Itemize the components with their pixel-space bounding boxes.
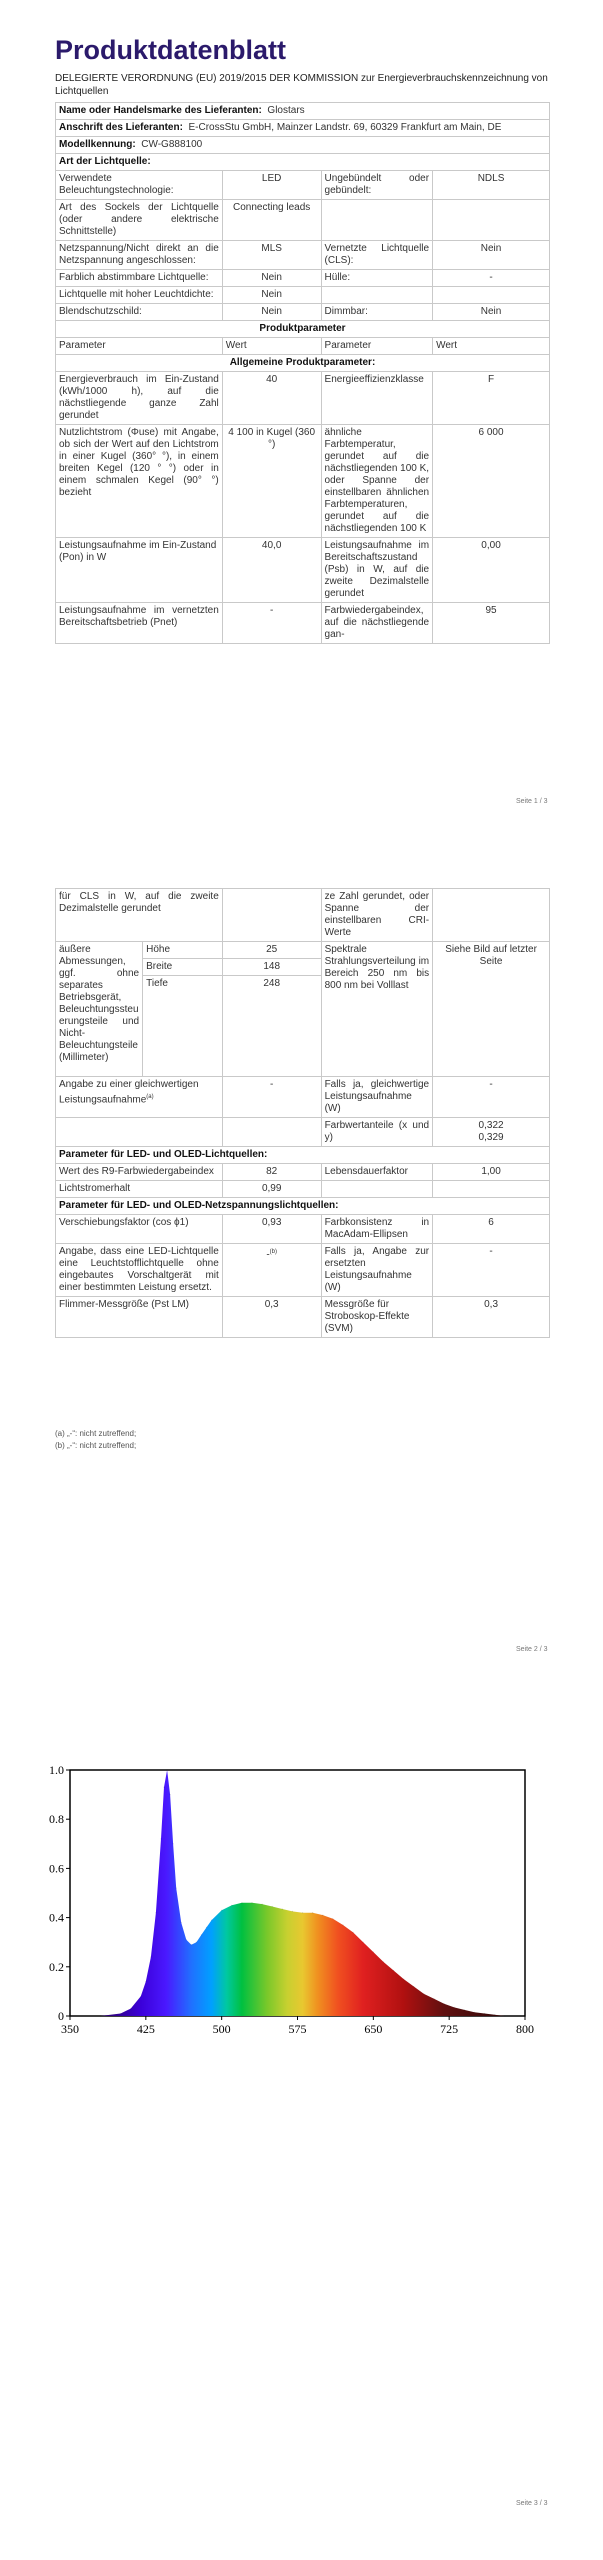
x-tick-label: 350 bbox=[61, 2022, 79, 2036]
spectrum-point bbox=[444, 2003, 445, 2004]
spectrum-point bbox=[272, 1906, 273, 1907]
ls-value: Nein bbox=[433, 241, 550, 270]
spectrum-point bbox=[167, 1769, 168, 1770]
x-tick-label: 500 bbox=[212, 2022, 231, 2036]
chroma-y: 0,329 bbox=[478, 1132, 504, 1143]
spectrum-point bbox=[312, 1912, 313, 1913]
empty-cell bbox=[433, 1181, 550, 1198]
footnote-b: (b) „-“: nicht zutreffend; bbox=[55, 1441, 137, 1450]
ls-label: Verwendete Beleuchtungstechnologie: bbox=[56, 171, 223, 200]
mains-heading-row bbox=[56, 1198, 550, 1215]
table-row bbox=[56, 200, 550, 241]
spectrum-area bbox=[100, 1770, 505, 2016]
width-value: 148 bbox=[222, 959, 321, 976]
spectrum-point bbox=[176, 1888, 177, 1889]
r9-label: Wert des R9-Farbwiedergabeindex bbox=[56, 1164, 223, 1181]
dims-label: äußere Abmessungen, ggf. ohne separates Betriebsgerät, Beleuchtungssteuerungsteile und Nicht-Beleuchtungsteile (Millimeter) bbox=[56, 942, 143, 1077]
col-header-param: Parameter bbox=[56, 338, 223, 355]
page-footer: Seite 2 / 3 bbox=[516, 1646, 548, 1653]
spectrum-point bbox=[163, 1787, 164, 1788]
depth-value: 248 bbox=[222, 976, 321, 1077]
chroma-value bbox=[433, 1118, 550, 1147]
width-label: Breite bbox=[143, 959, 223, 976]
table-row bbox=[56, 1118, 550, 1147]
equiv2-value: - bbox=[433, 1077, 550, 1118]
spectrum-point bbox=[201, 1934, 202, 1935]
spectrum-point bbox=[211, 1920, 212, 1921]
y-tick-label: 0.2 bbox=[49, 1959, 64, 1974]
spectrum-point bbox=[413, 1986, 414, 1987]
x-tick-label: 425 bbox=[136, 2022, 155, 2036]
spectrum-point bbox=[494, 2014, 495, 2015]
pf-value: 0,93 bbox=[222, 1215, 321, 1244]
ls-label: Netzspannung/Nicht direkt an die Netzspannung angeschlossen: bbox=[56, 241, 223, 270]
ls-label bbox=[321, 287, 433, 304]
y-tick-label: 0.8 bbox=[49, 1812, 64, 1827]
spectrum-point bbox=[373, 1951, 374, 1952]
life-value: 1,00 bbox=[433, 1164, 550, 1181]
replace2-value: - bbox=[433, 1244, 550, 1297]
equiv-label bbox=[56, 1077, 223, 1118]
spectrum-point bbox=[186, 1939, 187, 1940]
pon-value: 40,0 bbox=[222, 538, 321, 603]
ls-value: - bbox=[433, 270, 550, 287]
spectrum-point bbox=[100, 2015, 101, 2016]
height-value: 25 bbox=[222, 942, 321, 959]
spectrum-point bbox=[206, 1927, 207, 1928]
ls-value: MLS bbox=[222, 241, 321, 270]
table-row bbox=[56, 372, 550, 425]
ls-label: Lichtquelle mit hoher Leuchtdichte: bbox=[56, 287, 223, 304]
table-row bbox=[56, 1181, 550, 1198]
equiv-label-text: Angabe zu einer gleichwertigen Leistungsaufnahme bbox=[59, 1079, 199, 1106]
pnet-label-cont: für CLS in W, auf die zweite Dezimalstelle gerundet bbox=[56, 889, 223, 942]
psb-value: 0,00 bbox=[433, 538, 550, 603]
cri-label-cont: ze Zahl gerundet, oder Spanne der einstellbaren CRI-Werte bbox=[321, 889, 433, 942]
ls-label: Vernetzte Lichtquelle (CLS): bbox=[321, 241, 433, 270]
spectrum-point bbox=[474, 2012, 475, 2013]
table-row bbox=[56, 1077, 550, 1118]
spectrum-point bbox=[120, 2013, 121, 2014]
led-params-heading: Parameter für LED- und OLED-Lichtquellen: bbox=[56, 1147, 550, 1164]
r9-value: 82 bbox=[222, 1164, 321, 1181]
spectral-label: Spektrale Strahlungsverteilung im Bereich 250 nm bis 800 nm bei Volllast bbox=[321, 942, 433, 1077]
cri-label: Farbwiedergabeindex, auf die nächstliegende gan- bbox=[321, 603, 433, 644]
ls-label: Art des Sockels der Lichtquelle (oder andere elektrische Schnittstelle) bbox=[56, 200, 223, 241]
replace-value bbox=[222, 1244, 321, 1297]
spectrum-point bbox=[393, 1970, 394, 1971]
flux-label: Nutzlichtstrom (Φuse) mit Angabe, ob sich der Wert auf den Lichtstrom in einer Kugel (360° °), in einem breiten Kegel (120 ° °) oder in einem schmalen Kegel (90° °) bezieht bbox=[56, 425, 223, 538]
pst-label: Flimmer-Messgröße (Pst LM) bbox=[56, 1297, 223, 1338]
spectrum-point bbox=[292, 1911, 293, 1912]
replace2-label: Falls ja, Angabe zur ersetzten Leistungsaufnahme (W) bbox=[321, 1244, 433, 1297]
spectrum-point bbox=[342, 1924, 343, 1925]
replace-label: Angabe, dass eine LED-Lichtquelle eine Leuchtstofflichtquelle ohne eingebautes Vorschaltgerät mit einer bestimmten Leistung ersetzt. bbox=[56, 1244, 223, 1297]
table-row bbox=[56, 1297, 550, 1338]
table-row bbox=[56, 1244, 550, 1297]
pst-value: 0,3 bbox=[222, 1297, 321, 1338]
energy-value: 40 bbox=[222, 372, 321, 425]
params-heading: Produktparameter bbox=[56, 321, 550, 338]
page-footer: Seite 1 / 3 bbox=[516, 798, 548, 805]
svm-label: Messgröße für Stroboskop-Effekte (SVM) bbox=[321, 1297, 433, 1338]
ls-value: Nein bbox=[433, 304, 550, 321]
ls-value bbox=[433, 200, 550, 241]
spectrum-point bbox=[130, 2008, 131, 2009]
table-row bbox=[56, 304, 550, 321]
spectral-value: Siehe Bild auf letzter Seite bbox=[433, 942, 550, 1077]
ls-label: Dimmbar: bbox=[321, 304, 433, 321]
model-row bbox=[56, 137, 550, 154]
spectrum-point bbox=[155, 1912, 156, 1913]
spectrum-point bbox=[332, 1918, 333, 1919]
spectrum-point bbox=[433, 1998, 434, 1999]
spectrum-point bbox=[196, 1942, 197, 1943]
light-source-heading: Art der Lichtquelle: bbox=[56, 154, 550, 171]
table-row bbox=[56, 241, 550, 270]
energy-class-label: Energieeffizienzklasse bbox=[321, 372, 433, 425]
col-header-param: Parameter bbox=[321, 338, 433, 355]
table-row bbox=[56, 270, 550, 287]
spectrum-point bbox=[173, 1843, 174, 1844]
supplier-name-row bbox=[56, 103, 550, 120]
cct-label: ähnliche Farbtemperatur, gerundet auf die nächstliegenden 100 K, oder Spanne der einstellbaren ähnlichen Farbtemperaturen, gerundet auf die nächstliegenden 100 K bbox=[321, 425, 433, 538]
ls-label: Farblich abstimmbare Lichtquelle: bbox=[56, 270, 223, 287]
y-tick-label: 1.0 bbox=[49, 1763, 64, 1777]
ls-label: Hülle: bbox=[321, 270, 433, 287]
spectrum-point bbox=[170, 1794, 171, 1795]
spectrum-point bbox=[231, 1905, 232, 1906]
model-value: CW-G888100 bbox=[141, 139, 203, 150]
spectrum-point bbox=[145, 1981, 146, 1982]
product-table-page2 bbox=[55, 888, 550, 1338]
x-tick-label: 575 bbox=[288, 2022, 307, 2036]
pnet-value: - bbox=[222, 603, 321, 644]
y-tick-label: 0.4 bbox=[49, 1910, 64, 1925]
footnote-a: (a) „-“: nicht zutreffend; bbox=[55, 1429, 137, 1438]
table-row bbox=[56, 942, 550, 959]
table-row bbox=[56, 538, 550, 603]
y-tick-label: 0.6 bbox=[49, 1861, 64, 1876]
ls-label: Blendschutzschild: bbox=[56, 304, 223, 321]
table-row bbox=[56, 425, 550, 538]
x-tick-label: 650 bbox=[364, 2022, 383, 2036]
pon-label: Leistungsaufnahme im Ein-Zustand (Pon) in W bbox=[56, 538, 223, 603]
flux-value: 4 100 in Kugel (360 °) bbox=[222, 425, 321, 538]
ls-value: NDLS bbox=[433, 171, 550, 200]
light-source-heading-row bbox=[56, 154, 550, 171]
empty-cell bbox=[222, 1118, 321, 1147]
spectrum-point bbox=[464, 2009, 465, 2010]
empty-cell bbox=[222, 889, 321, 942]
spectrum-point bbox=[302, 1912, 303, 1913]
ls-value: Nein bbox=[222, 304, 321, 321]
page-footer: Seite 3 / 3 bbox=[516, 2500, 548, 2507]
table-row bbox=[56, 1164, 550, 1181]
spectrum-point bbox=[282, 1908, 283, 1909]
footnote-ref-a: (a) bbox=[146, 1094, 154, 1100]
spectrum-point bbox=[403, 1979, 404, 1980]
general-heading-row bbox=[56, 355, 550, 372]
spectrum-point bbox=[454, 2007, 455, 2008]
spectrum-point bbox=[241, 1902, 242, 1903]
ls-value: Nein bbox=[222, 270, 321, 287]
maint-label: Lichtstromerhalt bbox=[56, 1181, 223, 1198]
empty-cell bbox=[56, 1118, 223, 1147]
life-label: Lebensdauerfaktor bbox=[321, 1164, 433, 1181]
chroma-x: 0,322 bbox=[478, 1120, 504, 1131]
spectrum-point bbox=[353, 1932, 354, 1933]
empty-cell bbox=[321, 1181, 433, 1198]
page-title: Produktdatenblatt bbox=[55, 35, 287, 65]
supplier-name-label: Name oder Handelsmarke des Lieferanten: bbox=[59, 105, 262, 116]
spectrum-point bbox=[140, 1996, 141, 1997]
spectrum-point bbox=[191, 1944, 192, 1945]
col-header-value: Wert bbox=[222, 338, 321, 355]
table-row bbox=[56, 603, 550, 644]
sdcm-value: 6 bbox=[433, 1215, 550, 1244]
supplier-address-row bbox=[56, 120, 550, 137]
spectral-distribution-chart bbox=[40, 1748, 540, 2048]
x-tick-label: 800 bbox=[516, 2022, 534, 2036]
spectrum-point bbox=[150, 1956, 151, 1957]
spectrum-point bbox=[383, 1961, 384, 1962]
cri-value: 95 bbox=[433, 603, 550, 644]
spectrum-point bbox=[322, 1915, 323, 1916]
equiv-value: - bbox=[222, 1077, 321, 1118]
spectrum-point bbox=[221, 1910, 222, 1911]
maint-value: 0,99 bbox=[222, 1181, 321, 1198]
pf-label: Verschiebungsfaktor (cos ϕ1) bbox=[56, 1215, 223, 1244]
general-params-heading: Allgemeine Produktparameter: bbox=[56, 355, 550, 372]
ls-value: Nein bbox=[222, 287, 321, 304]
col-header-value: Wert bbox=[433, 338, 550, 355]
ls-value: LED bbox=[222, 171, 321, 200]
spectrum-point bbox=[251, 1902, 252, 1903]
sdcm-label: Farbkonsistenz in MacAdam-Ellipsen bbox=[321, 1215, 433, 1244]
params-heading-row bbox=[56, 321, 550, 338]
empty-cell bbox=[433, 889, 550, 942]
chart-marks bbox=[49, 1763, 534, 2036]
depth-label: Tiefe bbox=[143, 976, 223, 1077]
spectrum-point bbox=[160, 1838, 161, 1839]
mains-params-heading: Parameter für LED- und OLED-Netzspannungslichtquellen: bbox=[56, 1198, 550, 1215]
ls-value: Connecting leads bbox=[222, 200, 321, 241]
supplier-address-label: Anschrift des Lieferanten: bbox=[59, 122, 183, 133]
table-row bbox=[56, 889, 550, 942]
pnet-label: Leistungsaufnahme im vernetzten Bereitschaftsbetrieb (Pnet) bbox=[56, 603, 223, 644]
led-heading-row bbox=[56, 1147, 550, 1164]
footnotes bbox=[55, 1428, 136, 1452]
y-tick-label: 0 bbox=[58, 2009, 64, 2023]
energy-label: Energieverbrauch im Ein-Zustand (kWh/1000 h), auf die nächstliegende ganze Zahl gerundet bbox=[56, 372, 223, 425]
footnote-ref-b: (b) bbox=[269, 1249, 278, 1255]
ls-label: Ungebündelt oder gebündelt: bbox=[321, 171, 433, 200]
supplier-address-value: E-CrossStu GmbH, Mainzer Landstr. 69, 60329 Frankfurt am Main, DE bbox=[188, 122, 502, 133]
supplier-name-value: Glostars bbox=[267, 105, 305, 116]
params-column-header-row bbox=[56, 338, 550, 355]
table-row bbox=[56, 171, 550, 200]
spectrum-point bbox=[484, 2013, 485, 2014]
spectrum-point bbox=[504, 2015, 505, 2016]
cct-value: 6 000 bbox=[433, 425, 550, 538]
spectrum-point bbox=[181, 1922, 182, 1923]
x-tick-label: 725 bbox=[440, 2022, 459, 2036]
spectrum-point bbox=[262, 1904, 263, 1905]
table-row bbox=[56, 1215, 550, 1244]
spectrum-point bbox=[363, 1942, 364, 1943]
table-row bbox=[56, 287, 550, 304]
equiv2-label: Falls ja, gleichwertige Leistungsaufnahme (W) bbox=[321, 1077, 433, 1118]
model-label: Modellkennung: bbox=[59, 139, 136, 150]
chroma-label: Farbwertanteile (x und y) bbox=[321, 1118, 433, 1147]
product-table-page1 bbox=[55, 102, 550, 644]
energy-class-value: F bbox=[433, 372, 550, 425]
spectrum-point bbox=[423, 1993, 424, 1994]
ls-value bbox=[433, 287, 550, 304]
regulation-subtitle: DELEGIERTE VERORDNUNG (EU) 2019/2015 DER KOMMISSION zur Energieverbrauchskennzeichnung von Lichtquellen bbox=[55, 73, 548, 97]
svm-value: 0,3 bbox=[433, 1297, 550, 1338]
ls-label bbox=[321, 200, 433, 241]
psb-label: Leistungsaufnahme im Bereitschaftszustand (Psb) in W, auf die zweite Dezimalstelle gerundet bbox=[321, 538, 433, 603]
height-label: Höhe bbox=[143, 942, 223, 959]
replace-value-text: - bbox=[266, 1249, 270, 1261]
